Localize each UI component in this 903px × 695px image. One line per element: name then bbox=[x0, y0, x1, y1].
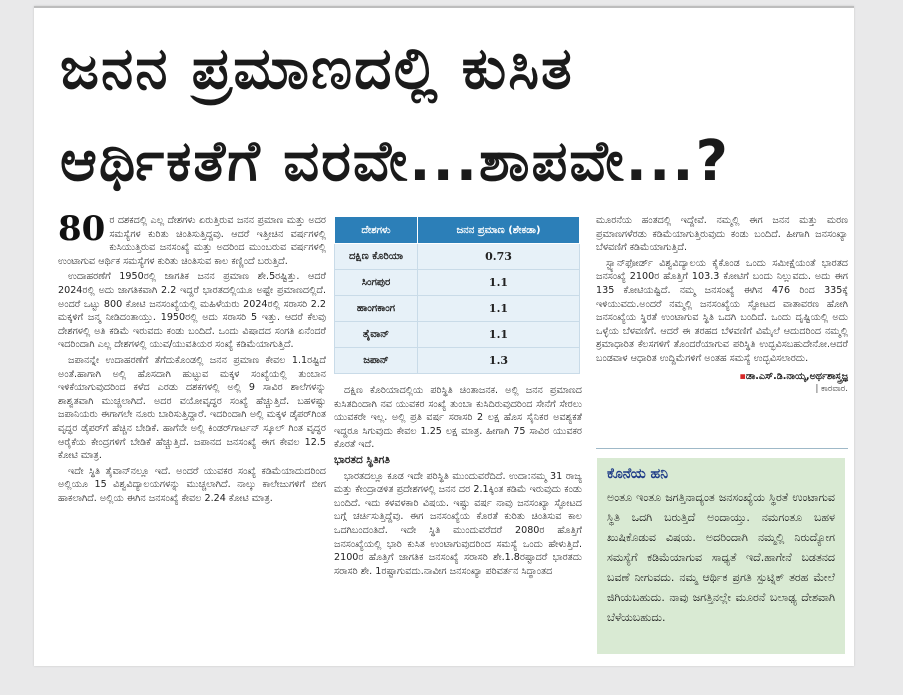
box-title: ಕೊನೆಯ ಹನಿ bbox=[607, 466, 669, 482]
rate-cell: 1.1 bbox=[418, 322, 580, 348]
table-row bbox=[335, 322, 580, 348]
newspaper-page bbox=[34, 6, 854, 666]
author-name: ಡಾ.ಎಸ್.ಡಿ.ನಾಯ್ಕ,ಅರ್ಥಶಾಸ್ತ್ರಜ್ಞ bbox=[745, 370, 848, 382]
column-header-rate: ಜನನ ಪ್ರಮಾಣ (ಶೇಕಡಾ) bbox=[418, 217, 580, 244]
section-subheading: ಭಾರತದ ಸ್ಥಿತಿಗತಿ bbox=[334, 453, 390, 466]
author-byline bbox=[596, 370, 848, 384]
top-rule bbox=[34, 6, 854, 8]
paragraph: ಜಪಾನನ್ನೇ ಉದಾಹರಣೆಗೆ ತೆಗೆದುಕೊಂಡಲ್ಲಿ ಜನನ ಪ್ರಮಾಣ ಕೇವಲ 1.1ರಷ್ಟಿದೆ ಅಂತೆ.ಹಾಗಾಗಿ ಅಲ್ಲಿ ಹೊಸದಾಗಿ ಹುಟ್ಟುವ ಮಕ್ಕಳ ಸಂಖ್ಯೆಯಲ್ಲಿ ತುಂಬಾನ ಇಳಿಕೆಯಾಗುವುದರಿಂದ ಕಳೆದ ಎರಡು ದಶಕಗಳಲ್ಲಿ ಅಲ್ಲಿ 9 ಸಾವಿರ ಶಾಲೆಗಳನ್ನು ಶಾಶ್ವತವಾಗಿ ಮುಚ್ಚಲಾಗಿದೆ. ಅದರ ವಯೋವೃದ್ಧರ ಸಂಖ್ಯೆ ಹೆಚ್ಚುತ್ತಿದೆ. ಬಹಳಷ್ಟು ಜಪಾನಿಯರು ಈಗಾಗಲೇ ನೂರು ಬಾರಿಸುತ್ತಿದ್ದಾರೆ. ಇದರಿಂದಾಗಿ ಅಲ್ಲಿ ಮಕ್ಕಳ ಡೈಪರ್‌ಗಿಂತ ವೃದ್ಧರ ಡೈಪರ್‌ಗೆ ಹೆಚ್ಚಿನ ಬೇಡಿಕೆ. ಹಾಗೆನೇ ಅಲ್ಲಿ ಕಿಂಡರ್‌ಗಾರ್ಟನ್ ಸ್ಕೂಲ್ ಗಿಂತ ವೃದ್ಧರ ಆರೈಕೆಯ ಕೇಂದ್ರಗಳಿಗೆ ಬೇಡಿಕೆ ಹೆಚ್ಚುತ್ತಿದೆ. ಜಪಾನದ ಜನಸಂಖ್ಯೆ ಈಗ ಕೇವಲ 12.5 ಕೋಟಿ ಮಾತ್ರ. bbox=[58, 354, 326, 462]
country-cell: ಜಪಾನ್ bbox=[335, 348, 418, 374]
dropcap: 80 bbox=[58, 209, 106, 249]
rate-cell: 1.1 bbox=[418, 270, 580, 296]
article-column-1 bbox=[58, 209, 326, 507]
headline-line-2: ಆರ್ಥಿಕತೆಗೆ ವರವೇ...ಶಾಪವೇ...? bbox=[60, 129, 730, 194]
paragraph: ದಕ್ಷಿಣ ಕೊರಿಯಾದಲ್ಲಿಯ ಪರಿಸ್ಥಿತಿ ಚಿಂತಾಜನಕ. ಅಲ್ಲಿ ಜನನ ಪ್ರಮಾಣದ ಕುಸಿತದಿಂದಾಗಿ ನವ ಯುವಕರ ಸಂಖ್ಯೆ ತುಂಬಾ ಕುಸಿದಿರುವುದರಿಂದ ಸೇನೆಗೆ ಸೇರಲು ಯುವಕರೇ ಇಲ್ಲ. ಅಲ್ಲಿ ಪ್ರತಿ ವರ್ಷ ಸರಾಸರಿ 2 ಲಕ್ಷ ಹೊಸ ಸೈನಿಕರ ಅವಶ್ಯಕತೆ ಇದ್ದರೂ ಸಿಗುವುದು ಕೇವಲ 1.25 ಲಕ್ಷ ಮಾತ್ರ. ಹೀಗಾಗಿ 75 ಸಾವಿರ ಯುವಕರ ಕೊರತೆ ಇದೆ. bbox=[334, 385, 582, 451]
table-header-row bbox=[335, 217, 580, 244]
country-cell: ತೈವಾನ್ bbox=[335, 322, 418, 348]
rate-cell: 1.1 bbox=[418, 296, 580, 322]
byline-marker-icon: ▪ bbox=[739, 370, 746, 382]
paragraph: ರ ದಶಕದಲ್ಲಿ ಎಲ್ಲ ದೇಶಗಳು ಏರುತ್ತಿರುವ ಜನನ ಪ್ರಮಾಣ ಮತ್ತು ಅದರ ಸಮಸ್ಯೆಗಳ ಕುರಿತು ಚಿಂತಿಸುತ್ತಿದ್ದವು. ಆದರೆ ಇತ್ತೀಚಿನ ವರ್ಷಗಳಲ್ಲಿ ಕುಸಿಯುತ್ತಿರುವ ಜನಸಂಖ್ಯೆ ಮತ್ತು ಅದರಿಂದ ಮುಂಬರುವ ವರ್ಷಗಳಲ್ಲಿ ಉಂಟಾಗುವ ಆರ್ಥಿಕ ಸಮಸ್ಯೆಗಳ ಕುರಿತು ಚಿಂತಿಸುವ ಕಾಲ ಕಣ್ಣಿಂದೆ ಬರುತ್ತಿದೆ. bbox=[58, 215, 326, 267]
article-column-2 bbox=[334, 384, 582, 580]
article-column-3 bbox=[596, 214, 848, 397]
last-drop-box bbox=[597, 458, 845, 654]
box-body: ಅಂತೂ ಇಂತೂ ಜಗತ್ತಿನಾದ್ಯಂತ ಜನಸಂಖ್ಯೆಯ ಸ್ಥಿರತೆ ಉಂಟಾಗುವ ಸ್ಥಿತಿ ಒದಗಿ ಬರುತ್ತಿದೆ ಅಂದಾಯ್ತು. ನಮಗಂತೂ ಬಹಳ ಖುಷಿಕೊಡುವ ವಿಷಯ. ಅದರಿಂದಾಗಿ ನಮ್ಮಲ್ಲಿ ನಿರುದ್ಯೋಗ ಸಮಸ್ಯೆಗೆ ಕಡಿಮೆಯಾಗುವ ಸಾಧ್ಯತೆ ಇದೆ.ಹಾಗೇನೆ ಬಡತನದ ಬವಣೆ ನೀಗುವದು. ನಮ್ಮ ಆರ್ಥಿಕ ಪ್ರಗತಿ ಸ್ಪುಟ್ನಿಕ್ ತರಹ ಮೇಲೆ ಜಿಗಿಯಬಹುದು. ನಾವು ಜಗತ್ತಿನಲ್ಲೇ ಮೂರನೆ ಬಲಾಢ್ಯ ದೇಶವಾಗಿ ಬೆಳೆಯಬಹುದು. bbox=[607, 491, 835, 624]
table-row bbox=[335, 244, 580, 270]
table-row bbox=[335, 348, 580, 374]
section-divider bbox=[596, 448, 848, 449]
birth-rate-table bbox=[334, 216, 580, 374]
headline-line-1: ಜನನ ಪ್ರಮಾಣದಲ್ಲಿ ಕುಸಿತ bbox=[60, 34, 574, 102]
location-text: ಕಾರವಾರ. bbox=[821, 384, 848, 395]
paragraph: ಭಾರತದಲ್ಲೂ ಕೂಡ ಇದೇ ಪರಿಸ್ಥಿತಿ ಮುಂದುವರೆದಿದೆ. ಉದಾ:ನಮ್ಮ 31 ರಾಜ್ಯ ಮತ್ತು ಕೇಂದ್ರಾಡಳಿತ ಪ್ರದೇಶಗಳಲ್ಲಿ ಜನನ ದರ 2.1ಕ್ಕಿಂತ ಕಡಿಮೆ ಇರುವುದು ಕಂಡು ಬಂದಿದೆ. ಇದು ಕಳವಳಕಾರಿ ವಿಷಯ. ಇಷ್ಟು ವರ್ಷ ನಾವು ಜನಸಂಖ್ಯಾ ಸ್ಫೋಟದ ಬಗ್ಗೆ ಚರ್ಚಿಸುತ್ತಿದ್ದೆವು. ಈಗ ಜನಸಂಖ್ಯೆಯ ಕೊರತೆ ಕುರಿತು ಚಿಂತಿಸುವ ಕಾಲ ಒದಗಿಬಂದಂತಿದೆ. ಇದೇ ಸ್ಥಿತಿ ಮುಂದುವರೆದರೆ 2080ರ ಹೊತ್ತಿಗೆ ಜನಸಂಖ್ಯೆಯಲ್ಲಿ ಭಾರಿ ಕುಸಿತ ಉಂಟಾಗುವುದರಿಂದ ಸಮಸ್ಯೆ ಒಂದು ಹೇಳುತ್ತಿದೆ. 2100ರ ಹೊತ್ತಿಗೆ ಜಾಗತಿಕ ಜನಸಂಖ್ಯೆ ಸರಾಸರಿ ಶೇ.1.8ರಷ್ಟಾದರೆ ಭಾರತದು ಸರಾಸರಿ ಶೇ. 1ರಷ್ಟಾಗುವದು.ನಾವೀಗ ಜನಸಂಖ್ಯಾ ಪರಿವರ್ತನ ಸಿದ್ಧಾಂತದ bbox=[334, 470, 582, 577]
column-header-country: ದೇಶಗಳು bbox=[335, 217, 418, 244]
paragraph: ಸ್ಟ್ಯಾನ್‌ಫೋರ್ಡ್ ವಿಶ್ವವಿದ್ಯಾಲಯ ಕೈಕೊಂಡ ಒಂದು ಸಮೀಕ್ಷೆಯಂತೆ ಭಾರತದ ಜನಸಂಖ್ಯೆ 2100ರ ಹೊತ್ತಿಗೆ 103.3 ಕೋಟಿಗೆ ಬಂದು ನಿಲ್ಲುವದು. ಅದು ಈಗ 135 ಕೋಟಿಯಷ್ಟಿದೆ. ನಮ್ಮ ಜನಸಂಖ್ಯೆ ಈಗಿನ 476 ರಿಂದ 335ಕ್ಕೆ ಇಳಿಯುವದು.ಅಂದರೆ ನಮ್ಮಲ್ಲಿ ಜನಸಂಖ್ಯೆಯ ಸ್ಫೋಟದ ವಾತಾವರಣ ಹೋಗಿ ಜನಸಂಖ್ಯೆಯ ಸ್ಥಿರತೆ ಉಂಟಾಗುವ ಸ್ಥಿತಿ ಒದಗಿ ಬಂದಿದೆ. ಒಂದು ದೃಷ್ಟಿಯಲ್ಲಿ ಅದು ಒಳ್ಳೆಯ ಬೆಳವಣಿಗೆ. ಆದರೆ ಈ ತರಹದ ಬೆಳವಣಿಗೆ ವಿಮೈಲೆ ಆದುದರಿಂದ ನಮ್ಮಲ್ಲಿ ಶ್ರಮಾಧಾರಿತ ಕೆಲಸಗಳಿಗೆ ತೊಂದರೆಯಾಗುವ ಪರಿಸ್ಥಿತಿ ಉದ್ಭವಿಸಬಹುದೇನೋ.ಆದರೆ ಬಂಡವಾಳ ಆಧಾರಿತ ಉದ್ದಿಮೆಗಳಿಗೆ ಅಂತಹ ಸಮಸ್ಯೆ ಉದ್ಭವಿಸಲಾರದು. bbox=[596, 257, 848, 364]
paragraph: ಇದೇ ಸ್ಥಿತಿ ತೈವಾನ್‌ನಲ್ಲೂ ಇದೆ. ಅಂದರೆ ಯುವಕರ ಸಂಖ್ಯೆ ಕಡಿಮೆಯಾದುದರಿಂದ ಅಲ್ಲಿಯೂ 15 ವಿಶ್ವವಿದ್ಯಾಲಯಗಳನ್ನು ಮುಚ್ಚಲಾಗಿದೆ. ನಾಲ್ಕು ಕಾಲೇಜುಗಳಿಗೆ ಬೀಗ ಹಾಕಲಾಗಿದೆ. ಅಲ್ಲಿಯ ಈಗಿನ ಜನಸಂಖ್ಯೆ ಕೇವಲ 2.24 ಕೋಟಿ ಮಾತ್ರ. bbox=[58, 465, 326, 504]
country-cell: ಸಿಂಗಪುರ bbox=[335, 270, 418, 296]
paragraph: ಉದಾಹರಣೆಗೆ 1950ರಲ್ಲಿ ಜಾಗತಿಕ ಜನನ ಪ್ರಮಾಣ ಶೇ.5ರಷ್ಟಿತ್ತು. ಆದರೆ 2024ರಲ್ಲಿ ಅದು ಜಾಗತಿಕವಾಗಿ 2.2 ಇದ್ದರೆ ಭಾರತದಲ್ಲಿಯೂ ಅಷ್ಟೇ ಪ್ರಮಾಣದಲ್ಲಿದೆ. ಅಂದರೆ ಒಟ್ಟು 800 ಕೋಟಿ ಜನಸಂಖ್ಯೆಯಲ್ಲಿ ಮಹಿಳೆಯರು 2024ರಲ್ಲಿ ಸರಾಸರಿ 2.2 ಮಕ್ಕಳಿಗೆ ಜನ್ಮ ನೀಡಿದಂತಾಯ್ತು. 1950ರಲ್ಲಿ ಅದು ಸರಾಸರಿ 5 ಇತ್ತು. ಆದರೆ ಕೆಲವು ದೇಶಗಳಲ್ಲಿ ಅತಿ ಕಡಿಮೆ ಇರುವದು ಕಂಡು ಬಂದಿದೆ. ಒಂದು ವಿಷಾದದ ಸಂಗತಿ ಏನೆಂದರೆ ಇದರಿಂದಾಗಿ ಎಲ್ಲ ದೇಶಗಳಲ್ಲಿ ಯುವ/ಯುವತಿಯರ ಸಂಖ್ಯೆ ಕಡಿಮೆಯಾಗುತ್ತಿದೆ. bbox=[58, 271, 326, 351]
rate-cell: 0.73 bbox=[418, 244, 580, 270]
table-row bbox=[335, 296, 580, 322]
rate-cell: 1.3 bbox=[418, 348, 580, 374]
table-row bbox=[335, 270, 580, 296]
country-cell: ಹಾಂಗಕಾಂಗ bbox=[335, 296, 418, 322]
author-location: | ಕಾರವಾರ. bbox=[815, 384, 848, 395]
paragraph: ಮೂರನೆಯ ಹಂತದಲ್ಲಿ ಇದ್ದೇವೆ. ನಮ್ಮಲ್ಲಿ ಈಗ ಜನನ ಮತ್ತು ಮರಣ ಪ್ರಮಾಣಗಳೆರಡು ಕಡಿಮೆಯಾಗುತ್ತಿರುವುದು ಕಂಡು ಬಂದಿದೆ. ಹೀಗಾಗಿ ಜನಸಂಖ್ಯಾ ಬೆಳವಣಿಗೆ ಕಡಿಮೆಯಾಗುತ್ತಿದೆ. bbox=[596, 215, 848, 254]
country-cell: ದಕ್ಷಿಣ ಕೊರಿಯಾ bbox=[335, 244, 418, 270]
